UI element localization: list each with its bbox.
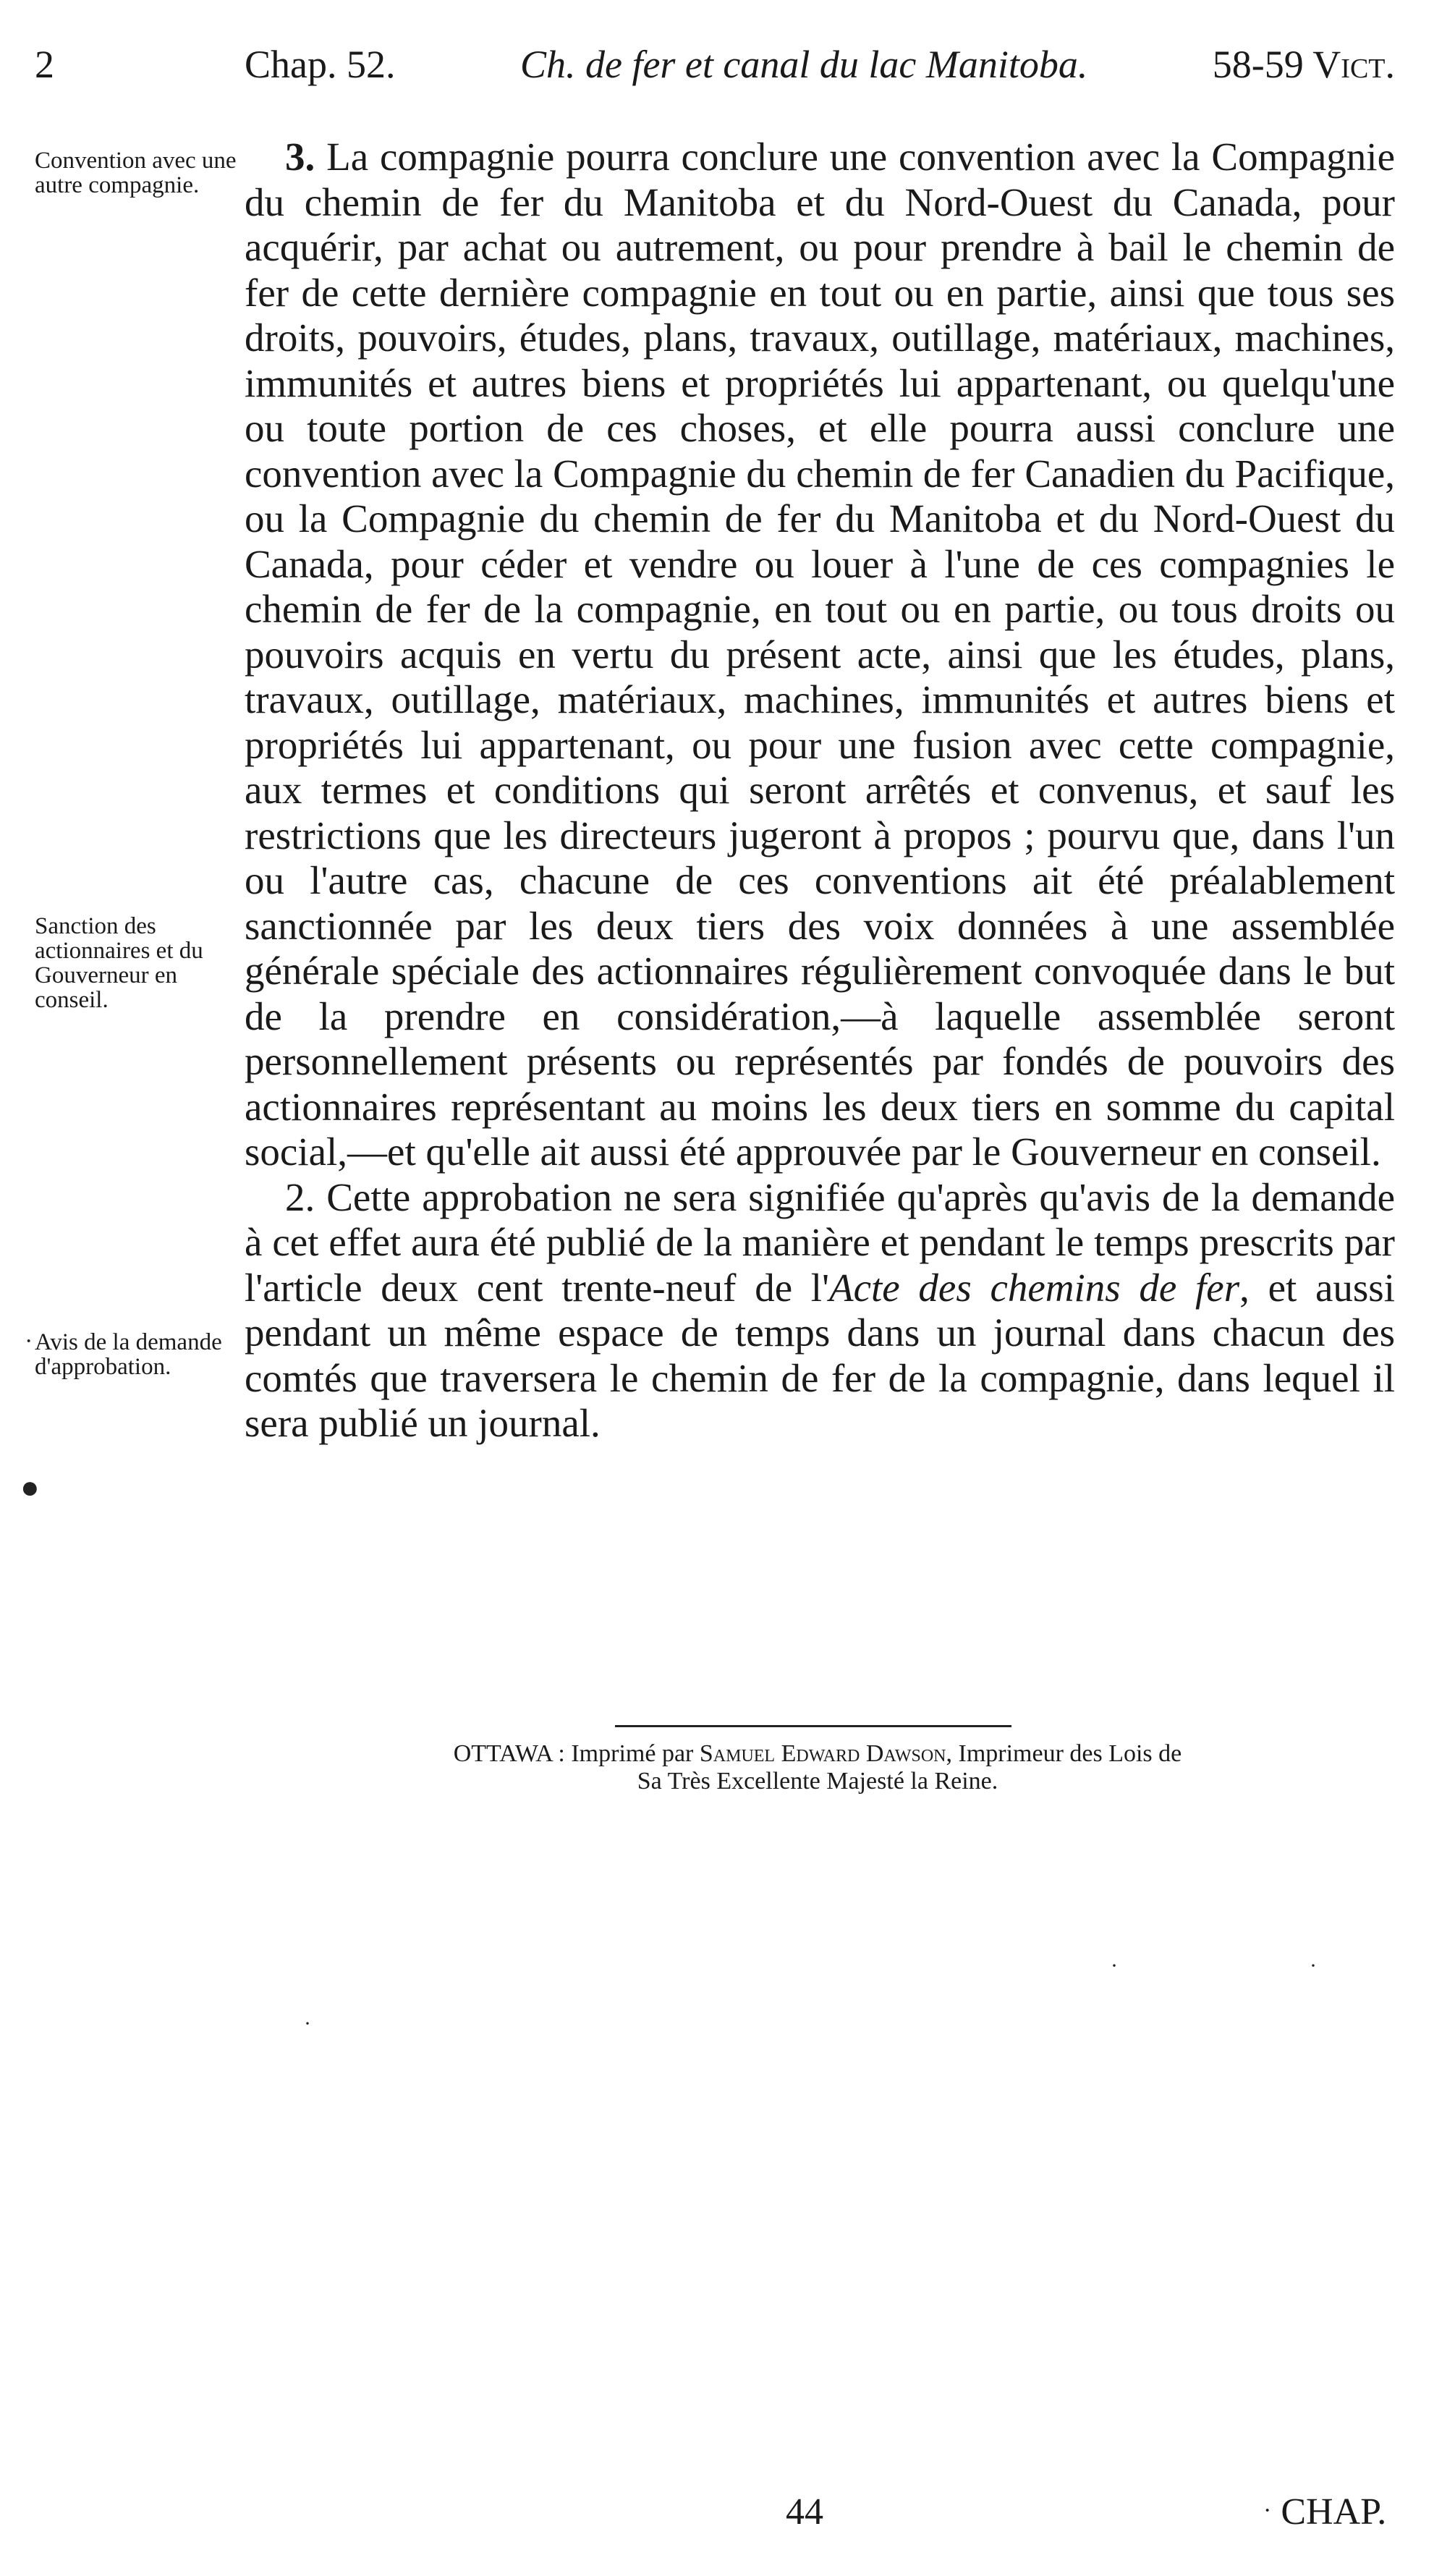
section-number: 3.: [285, 135, 315, 179]
footer-page-number: 44: [786, 2491, 823, 2533]
section-text: La compagnie pourra conclure une convention avec la Compagnie du chemin de fer du Manitoba et du Nord-Ouest du Canada, pour acquérir, par achat ou autrement, ou pour prendre à bail le chemin de fer de cette dernière compagnie en tout ou en partie, ainsi que tous ses droits, pouvoirs, études, plans, travaux, outillage, matériaux, machines, immunités et autres biens et propriétés lui appartenant, ou quelqu'une ou toute portion de ces choses, et elle pourra aussi conclure une convention avec la Compagnie du chemin de fer Canadien du Pacifique, ou la Compagnie du chemin de fer du Manitoba et du Nord-Ouest du Canada, pour céder et vendre ou louer à l'une de ces compagnies le chemin de fer de la compagnie, en tout ou en partie, ou tous droits ou pouvoirs acquis en vertu du présent acte, ainsi que les études, plans, travaux, outillage, matériaux, machines, immunités et autres biens et propriétés lui appartenant, ou pour une fusion avec cette compagnie, aux termes et conditions qui seront arrêtés et convenus, et sauf les restrictions que les directeurs jugeront à propos ; pourvu que, dans l'un ou l'autre cas, chacune de ces conventions ait été préalablement sanctionnée par les deux tiers des voix données à une assemblée générale spéciale des actionnaires régulièrement convoquée dans le but de la prendre en considération,—à laquelle assemblée seront personnellement présents ou représentés par fondés de pouvoirs des actionnaires représentant au moins les deux tiers en somme du capital social,—et qu'elle ait aussi été approuvée par le Gouverneur en conseil.: [245, 135, 1395, 1174]
margin-bullet-mark: ●: [20, 1470, 40, 1505]
act-title: Ch. de fer et canal du lac Manitoba.: [519, 43, 1088, 86]
speck-mark: ·: [1310, 1954, 1317, 1978]
subsection-text-after: , et aussi pendant un même espace de temps dans un journal dans chacun des comtés que traversera le chemin de fer de la compagnie, dans lequel il sera publié un journal.: [245, 1265, 1395, 1445]
speck-mark: ·: [304, 2012, 311, 2035]
catchword: [1263, 2491, 1386, 2533]
subsection-number: 2.: [285, 1174, 315, 1219]
railway-act-citation: Acte des chemins de fer: [829, 1265, 1240, 1310]
running-header: [245, 42, 1395, 87]
session-label: 58-59 Vict.: [1212, 43, 1395, 86]
imprint-line-1: OTTAWA : Imprimé par Samuel Edward Dawson, Imprimeur des Lois de: [453, 1740, 1182, 1767]
margin-tick-mark: ·: [25, 1328, 33, 1355]
statute-body: [245, 135, 1395, 1446]
margin-note-convention: Convention avec une autre compagnie.: [35, 148, 237, 198]
section-3-paragraph: [245, 135, 1395, 1175]
chapter-label: Chap. 52.: [245, 43, 396, 86]
printer-name: Samuel Edward Dawson: [699, 1740, 946, 1767]
divider-rule: [615, 1725, 1011, 1727]
subsection-text-before: Cette approbation ne sera signifiée qu'après qu'avis de la demande à cet effet aura été publié de la manière et pendant le temps prescrits par l'article deux cent trente-neuf de l': [245, 1174, 1396, 1310]
imprint-line-2: Sa Très Excellente Majesté la Reine.: [637, 1768, 998, 1795]
margin-note-sanction: Sanction des actionnaires et du Gouverneur en conseil.: [35, 913, 203, 1013]
catchword-text: CHAP.: [1281, 2491, 1387, 2533]
margin-note-avis: Avis de la demande d'approbation.: [35, 1329, 222, 1380]
catchword-mark: ·: [1263, 2497, 1272, 2524]
subsection-2-paragraph: [245, 1175, 1395, 1446]
speck-mark: ·: [1111, 1954, 1118, 1978]
imprint: [239, 1740, 1396, 1795]
page-number: 2: [35, 43, 54, 86]
